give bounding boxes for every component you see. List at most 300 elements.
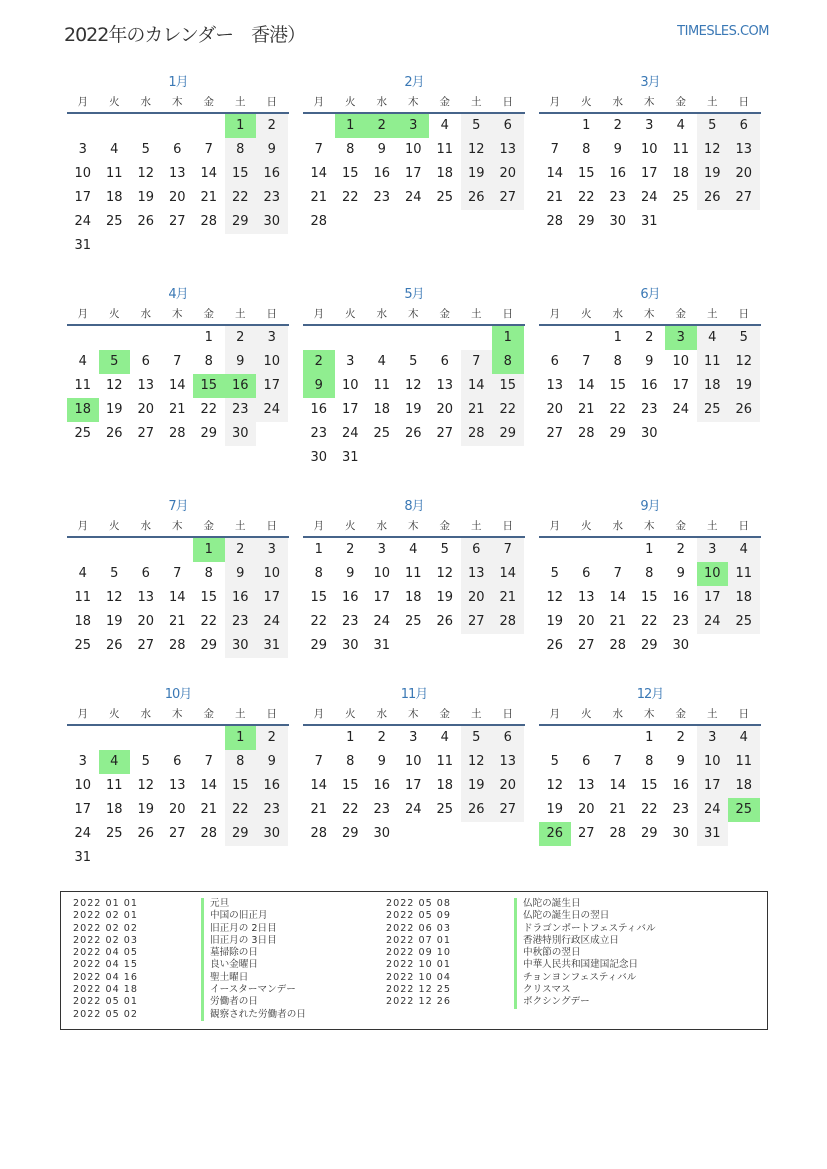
- day-cell[interactable]: 22: [577, 190, 595, 205]
- day-cell[interactable]: 26: [137, 826, 155, 841]
- day-cell[interactable]: 15: [225, 774, 257, 798]
- day-cell[interactable]: 2: [676, 542, 685, 557]
- day-cell[interactable]: 20: [546, 402, 564, 417]
- day-cell[interactable]: 18: [672, 166, 690, 181]
- day-cell[interactable]: 16: [609, 166, 627, 181]
- day-cell[interactable]: 13: [137, 378, 155, 393]
- day-cell[interactable]: 9: [225, 562, 257, 586]
- day-cell[interactable]: 24: [256, 398, 288, 422]
- day-cell[interactable]: 24: [697, 610, 729, 634]
- day-cell[interactable]: 13: [577, 590, 595, 605]
- day-cell[interactable]: 25: [697, 398, 729, 422]
- day-cell[interactable]: 1: [645, 730, 654, 745]
- day-cell[interactable]: 22: [225, 798, 257, 822]
- day-cell[interactable]: 25: [74, 638, 92, 653]
- day-cell[interactable]: 6: [492, 726, 524, 750]
- day-cell[interactable]: 8: [204, 566, 213, 581]
- day-cell[interactable]: 24: [74, 214, 92, 229]
- day-cell[interactable]: 28: [168, 638, 186, 653]
- day-cell[interactable]: 18: [697, 374, 729, 398]
- day-cell[interactable]: 31: [697, 822, 729, 846]
- day-cell[interactable]: 11: [672, 142, 690, 157]
- day-cell[interactable]: 26: [461, 186, 493, 210]
- day-cell[interactable]: 1: [645, 542, 654, 557]
- day-cell[interactable]: 27: [492, 798, 524, 822]
- day-cell[interactable]: 28: [609, 638, 627, 653]
- day-cell[interactable]: 4: [78, 566, 87, 581]
- day-cell[interactable]: 4: [110, 142, 119, 157]
- day-cell[interactable]: 28: [310, 826, 328, 841]
- day-cell[interactable]: 5: [550, 754, 559, 769]
- day-cell[interactable]: 7: [613, 566, 622, 581]
- day-cell[interactable]: 5: [409, 354, 418, 369]
- day-cell[interactable]: 26: [105, 426, 123, 441]
- day-cell[interactable]: 29: [640, 638, 658, 653]
- day-cell[interactable]: 11: [74, 378, 92, 393]
- day-cell[interactable]: 20: [436, 402, 454, 417]
- day-cell[interactable]: 9: [377, 142, 386, 157]
- day-cell[interactable]: 3: [256, 538, 288, 562]
- day-cell[interactable]: 18: [728, 586, 760, 610]
- day-cell[interactable]: 20: [577, 802, 595, 817]
- day-cell[interactable]: 19: [546, 614, 564, 629]
- holiday-day-cell[interactable]: 1: [225, 114, 257, 138]
- day-cell[interactable]: 28: [492, 610, 524, 634]
- day-cell[interactable]: 31: [74, 850, 92, 865]
- day-cell[interactable]: 23: [672, 614, 690, 629]
- holiday-day-cell[interactable]: 4: [99, 750, 131, 774]
- day-cell[interactable]: 30: [672, 826, 690, 841]
- day-cell[interactable]: 8: [613, 354, 622, 369]
- day-cell[interactable]: 20: [168, 802, 186, 817]
- day-cell[interactable]: 12: [697, 138, 729, 162]
- day-cell[interactable]: 24: [672, 402, 690, 417]
- day-cell[interactable]: 26: [546, 638, 564, 653]
- day-cell[interactable]: 13: [137, 590, 155, 605]
- day-cell[interactable]: 24: [373, 614, 391, 629]
- day-cell[interactable]: 17: [373, 590, 391, 605]
- day-cell[interactable]: 25: [436, 190, 454, 205]
- day-cell[interactable]: 17: [697, 774, 729, 798]
- day-cell[interactable]: 22: [640, 802, 658, 817]
- day-cell[interactable]: 18: [404, 590, 422, 605]
- day-cell[interactable]: 6: [461, 538, 493, 562]
- day-cell[interactable]: 19: [461, 774, 493, 798]
- day-cell[interactable]: 30: [341, 638, 359, 653]
- holiday-day-cell[interactable]: 10: [697, 562, 729, 586]
- day-cell[interactable]: 30: [256, 210, 288, 234]
- day-cell[interactable]: 18: [436, 778, 454, 793]
- day-cell[interactable]: 16: [256, 162, 288, 186]
- holiday-day-cell[interactable]: 1: [225, 726, 257, 750]
- day-cell[interactable]: 2: [225, 538, 257, 562]
- day-cell[interactable]: 16: [640, 378, 658, 393]
- day-cell[interactable]: 20: [168, 190, 186, 205]
- day-cell[interactable]: 4: [440, 730, 449, 745]
- day-cell[interactable]: 13: [546, 378, 564, 393]
- day-cell[interactable]: 27: [168, 214, 186, 229]
- day-cell[interactable]: 4: [78, 354, 87, 369]
- day-cell[interactable]: 13: [492, 750, 524, 774]
- day-cell[interactable]: 3: [645, 118, 654, 133]
- day-cell[interactable]: 27: [461, 610, 493, 634]
- day-cell[interactable]: 11: [728, 562, 760, 586]
- day-cell[interactable]: 19: [105, 402, 123, 417]
- day-cell[interactable]: 29: [225, 210, 257, 234]
- day-cell[interactable]: 15: [640, 590, 658, 605]
- holiday-day-cell[interactable]: 25: [728, 798, 760, 822]
- day-cell[interactable]: 27: [137, 638, 155, 653]
- day-cell[interactable]: 26: [697, 186, 729, 210]
- holiday-day-cell[interactable]: 1: [335, 114, 367, 138]
- holiday-day-cell[interactable]: 2: [303, 350, 335, 374]
- day-cell[interactable]: 17: [256, 374, 288, 398]
- day-cell[interactable]: 24: [404, 802, 422, 817]
- day-cell[interactable]: 29: [577, 214, 595, 229]
- day-cell[interactable]: 12: [461, 750, 493, 774]
- day-cell[interactable]: 14: [461, 374, 493, 398]
- day-cell[interactable]: 12: [436, 566, 454, 581]
- day-cell[interactable]: 25: [74, 426, 92, 441]
- day-cell[interactable]: 13: [168, 166, 186, 181]
- day-cell[interactable]: 19: [105, 614, 123, 629]
- day-cell[interactable]: 17: [672, 378, 690, 393]
- day-cell[interactable]: 30: [310, 450, 328, 465]
- day-cell[interactable]: 2: [256, 726, 288, 750]
- day-cell[interactable]: 3: [256, 326, 288, 350]
- day-cell[interactable]: 19: [137, 190, 155, 205]
- day-cell[interactable]: 16: [373, 166, 391, 181]
- day-cell[interactable]: 13: [577, 778, 595, 793]
- day-cell[interactable]: 13: [461, 562, 493, 586]
- day-cell[interactable]: 17: [697, 586, 729, 610]
- day-cell[interactable]: 3: [697, 726, 729, 750]
- day-cell[interactable]: 11: [697, 350, 729, 374]
- day-cell[interactable]: 15: [640, 778, 658, 793]
- day-cell[interactable]: 8: [645, 566, 654, 581]
- day-cell[interactable]: 21: [310, 190, 328, 205]
- day-cell[interactable]: 24: [74, 826, 92, 841]
- day-cell[interactable]: 22: [225, 186, 257, 210]
- day-cell[interactable]: 4: [440, 118, 449, 133]
- day-cell[interactable]: 10: [373, 566, 391, 581]
- day-cell[interactable]: 10: [74, 778, 92, 793]
- day-cell[interactable]: 21: [200, 190, 218, 205]
- day-cell[interactable]: 9: [256, 138, 288, 162]
- day-cell[interactable]: 29: [341, 826, 359, 841]
- day-cell[interactable]: 1: [582, 118, 591, 133]
- day-cell[interactable]: 5: [697, 114, 729, 138]
- day-cell[interactable]: 21: [546, 190, 564, 205]
- day-cell[interactable]: 11: [74, 590, 92, 605]
- holiday-day-cell[interactable]: 3: [398, 114, 430, 138]
- day-cell[interactable]: 11: [404, 566, 422, 581]
- day-cell[interactable]: 28: [461, 422, 493, 446]
- day-cell[interactable]: 13: [492, 138, 524, 162]
- day-cell[interactable]: 6: [582, 754, 591, 769]
- day-cell[interactable]: 5: [110, 566, 119, 581]
- day-cell[interactable]: 9: [645, 354, 654, 369]
- day-cell[interactable]: 7: [314, 754, 323, 769]
- day-cell[interactable]: 17: [74, 190, 92, 205]
- day-cell[interactable]: 15: [310, 590, 328, 605]
- day-cell[interactable]: 14: [609, 590, 627, 605]
- day-cell[interactable]: 12: [137, 778, 155, 793]
- day-cell[interactable]: 15: [577, 166, 595, 181]
- day-cell[interactable]: 9: [676, 566, 685, 581]
- day-cell[interactable]: 23: [373, 802, 391, 817]
- day-cell[interactable]: 1: [314, 542, 323, 557]
- day-cell[interactable]: 21: [461, 398, 493, 422]
- day-cell[interactable]: 14: [310, 778, 328, 793]
- day-cell[interactable]: 9: [346, 566, 355, 581]
- day-cell[interactable]: 27: [492, 186, 524, 210]
- day-cell[interactable]: 10: [256, 562, 288, 586]
- day-cell[interactable]: 15: [225, 162, 257, 186]
- day-cell[interactable]: 21: [168, 402, 186, 417]
- day-cell[interactable]: 24: [640, 190, 658, 205]
- day-cell[interactable]: 26: [436, 614, 454, 629]
- day-cell[interactable]: 25: [105, 826, 123, 841]
- day-cell[interactable]: 14: [310, 166, 328, 181]
- day-cell[interactable]: 8: [314, 566, 323, 581]
- site-logo[interactable]: TIMESLES.COM: [677, 24, 769, 39]
- day-cell[interactable]: 15: [341, 778, 359, 793]
- day-cell[interactable]: 1: [613, 330, 622, 345]
- day-cell[interactable]: 18: [436, 166, 454, 181]
- day-cell[interactable]: 25: [728, 610, 760, 634]
- day-cell[interactable]: 9: [676, 754, 685, 769]
- day-cell[interactable]: 25: [404, 614, 422, 629]
- day-cell[interactable]: 3: [697, 538, 729, 562]
- day-cell[interactable]: 20: [492, 162, 524, 186]
- day-cell[interactable]: 1: [346, 730, 355, 745]
- day-cell[interactable]: 20: [137, 614, 155, 629]
- day-cell[interactable]: 29: [640, 826, 658, 841]
- day-cell[interactable]: 27: [137, 426, 155, 441]
- day-cell[interactable]: 16: [373, 778, 391, 793]
- day-cell[interactable]: 3: [78, 754, 87, 769]
- day-cell[interactable]: 18: [74, 614, 92, 629]
- day-cell[interactable]: 27: [577, 826, 595, 841]
- day-cell[interactable]: 29: [200, 638, 218, 653]
- day-cell[interactable]: 3: [409, 730, 418, 745]
- day-cell[interactable]: 14: [200, 166, 218, 181]
- day-cell[interactable]: 10: [74, 166, 92, 181]
- day-cell[interactable]: 18: [728, 774, 760, 798]
- day-cell[interactable]: 16: [341, 590, 359, 605]
- day-cell[interactable]: 9: [225, 350, 257, 374]
- day-cell[interactable]: 11: [436, 754, 454, 769]
- day-cell[interactable]: 10: [404, 754, 422, 769]
- holiday-day-cell[interactable]: 15: [193, 374, 225, 398]
- day-cell[interactable]: 31: [341, 450, 359, 465]
- day-cell[interactable]: 9: [256, 750, 288, 774]
- day-cell[interactable]: 30: [225, 634, 257, 658]
- day-cell[interactable]: 12: [546, 778, 564, 793]
- day-cell[interactable]: 22: [310, 614, 328, 629]
- day-cell[interactable]: 2: [613, 118, 622, 133]
- day-cell[interactable]: 29: [609, 426, 627, 441]
- day-cell[interactable]: 12: [137, 166, 155, 181]
- day-cell[interactable]: 6: [141, 354, 150, 369]
- day-cell[interactable]: 20: [492, 774, 524, 798]
- day-cell[interactable]: 8: [346, 754, 355, 769]
- day-cell[interactable]: 25: [105, 214, 123, 229]
- day-cell[interactable]: 19: [728, 374, 760, 398]
- day-cell[interactable]: 11: [373, 378, 391, 393]
- holiday-day-cell[interactable]: 16: [225, 374, 257, 398]
- day-cell[interactable]: 12: [404, 378, 422, 393]
- day-cell[interactable]: 4: [728, 538, 760, 562]
- day-cell[interactable]: 29: [225, 822, 257, 846]
- day-cell[interactable]: 4: [409, 542, 418, 557]
- day-cell[interactable]: 9: [377, 754, 386, 769]
- day-cell[interactable]: 6: [440, 354, 449, 369]
- day-cell[interactable]: 4: [676, 118, 685, 133]
- day-cell[interactable]: 7: [550, 142, 559, 157]
- day-cell[interactable]: 18: [105, 190, 123, 205]
- holiday-day-cell[interactable]: 18: [67, 398, 99, 422]
- day-cell[interactable]: 8: [225, 750, 257, 774]
- day-cell[interactable]: 7: [204, 142, 213, 157]
- day-cell[interactable]: 3: [78, 142, 87, 157]
- day-cell[interactable]: 19: [546, 802, 564, 817]
- day-cell[interactable]: 19: [404, 402, 422, 417]
- day-cell[interactable]: 23: [256, 186, 288, 210]
- day-cell[interactable]: 10: [640, 142, 658, 157]
- day-cell[interactable]: 23: [609, 190, 627, 205]
- day-cell[interactable]: 22: [341, 802, 359, 817]
- day-cell[interactable]: 9: [613, 142, 622, 157]
- day-cell[interactable]: 23: [672, 802, 690, 817]
- day-cell[interactable]: 28: [310, 214, 328, 229]
- day-cell[interactable]: 20: [577, 614, 595, 629]
- day-cell[interactable]: 24: [404, 190, 422, 205]
- day-cell[interactable]: 12: [461, 138, 493, 162]
- day-cell[interactable]: 5: [461, 726, 493, 750]
- day-cell[interactable]: 28: [168, 426, 186, 441]
- day-cell[interactable]: 26: [404, 426, 422, 441]
- day-cell[interactable]: 11: [728, 750, 760, 774]
- day-cell[interactable]: 25: [373, 426, 391, 441]
- day-cell[interactable]: 12: [728, 350, 760, 374]
- day-cell[interactable]: 17: [256, 586, 288, 610]
- day-cell[interactable]: 25: [672, 190, 690, 205]
- day-cell[interactable]: 28: [200, 214, 218, 229]
- day-cell[interactable]: 5: [550, 566, 559, 581]
- day-cell[interactable]: 28: [577, 426, 595, 441]
- holiday-day-cell[interactable]: 9: [303, 374, 335, 398]
- day-cell[interactable]: 7: [173, 354, 182, 369]
- day-cell[interactable]: 23: [256, 798, 288, 822]
- day-cell[interactable]: 8: [225, 138, 257, 162]
- day-cell[interactable]: 31: [640, 214, 658, 229]
- day-cell[interactable]: 15: [200, 590, 218, 605]
- day-cell[interactable]: 21: [310, 802, 328, 817]
- day-cell[interactable]: 6: [582, 566, 591, 581]
- day-cell[interactable]: 26: [105, 638, 123, 653]
- day-cell[interactable]: 27: [577, 638, 595, 653]
- day-cell[interactable]: 5: [141, 142, 150, 157]
- day-cell[interactable]: 26: [728, 398, 760, 422]
- day-cell[interactable]: 20: [137, 402, 155, 417]
- day-cell[interactable]: 14: [546, 166, 564, 181]
- day-cell[interactable]: 10: [697, 750, 729, 774]
- day-cell[interactable]: 11: [105, 166, 123, 181]
- day-cell[interactable]: 2: [676, 730, 685, 745]
- day-cell[interactable]: 20: [461, 586, 493, 610]
- day-cell[interactable]: 13: [728, 138, 760, 162]
- day-cell[interactable]: 7: [613, 754, 622, 769]
- day-cell[interactable]: 24: [256, 610, 288, 634]
- day-cell[interactable]: 12: [546, 590, 564, 605]
- day-cell[interactable]: 2: [225, 326, 257, 350]
- day-cell[interactable]: 10: [256, 350, 288, 374]
- day-cell[interactable]: 23: [310, 426, 328, 441]
- day-cell[interactable]: 28: [200, 826, 218, 841]
- day-cell[interactable]: 13: [168, 778, 186, 793]
- day-cell[interactable]: 7: [461, 350, 493, 374]
- day-cell[interactable]: 22: [341, 190, 359, 205]
- day-cell[interactable]: 30: [609, 214, 627, 229]
- day-cell[interactable]: 7: [173, 566, 182, 581]
- day-cell[interactable]: 12: [105, 590, 123, 605]
- day-cell[interactable]: 4: [377, 354, 386, 369]
- day-cell[interactable]: 26: [137, 214, 155, 229]
- day-cell[interactable]: 17: [341, 402, 359, 417]
- day-cell[interactable]: 22: [609, 402, 627, 417]
- day-cell[interactable]: 27: [168, 826, 186, 841]
- day-cell[interactable]: 6: [173, 754, 182, 769]
- holiday-day-cell[interactable]: 5: [99, 350, 131, 374]
- day-cell[interactable]: 16: [310, 402, 328, 417]
- day-cell[interactable]: 14: [609, 778, 627, 793]
- day-cell[interactable]: 27: [436, 426, 454, 441]
- day-cell[interactable]: 5: [461, 114, 493, 138]
- day-cell[interactable]: 8: [346, 142, 355, 157]
- day-cell[interactable]: 24: [697, 798, 729, 822]
- day-cell[interactable]: 2: [645, 330, 654, 345]
- day-cell[interactable]: 28: [546, 214, 564, 229]
- day-cell[interactable]: 27: [546, 426, 564, 441]
- day-cell[interactable]: 30: [672, 638, 690, 653]
- day-cell[interactable]: 24: [341, 426, 359, 441]
- day-cell[interactable]: 28: [609, 826, 627, 841]
- day-cell[interactable]: 14: [577, 378, 595, 393]
- day-cell[interactable]: 21: [577, 402, 595, 417]
- day-cell[interactable]: 22: [640, 614, 658, 629]
- day-cell[interactable]: 27: [728, 186, 760, 210]
- day-cell[interactable]: 26: [461, 798, 493, 822]
- holiday-day-cell[interactable]: 8: [492, 350, 524, 374]
- day-cell[interactable]: 8: [204, 354, 213, 369]
- day-cell[interactable]: 29: [200, 426, 218, 441]
- day-cell[interactable]: 22: [492, 398, 524, 422]
- day-cell[interactable]: 7: [582, 354, 591, 369]
- day-cell[interactable]: 31: [373, 638, 391, 653]
- holiday-day-cell[interactable]: 26: [539, 822, 571, 846]
- day-cell[interactable]: 7: [314, 142, 323, 157]
- day-cell[interactable]: 6: [728, 114, 760, 138]
- day-cell[interactable]: 2: [256, 114, 288, 138]
- day-cell[interactable]: 14: [492, 562, 524, 586]
- holiday-day-cell[interactable]: 1: [193, 538, 225, 562]
- day-cell[interactable]: 1: [204, 330, 213, 345]
- day-cell[interactable]: 2: [346, 542, 355, 557]
- day-cell[interactable]: 21: [168, 614, 186, 629]
- day-cell[interactable]: 6: [173, 142, 182, 157]
